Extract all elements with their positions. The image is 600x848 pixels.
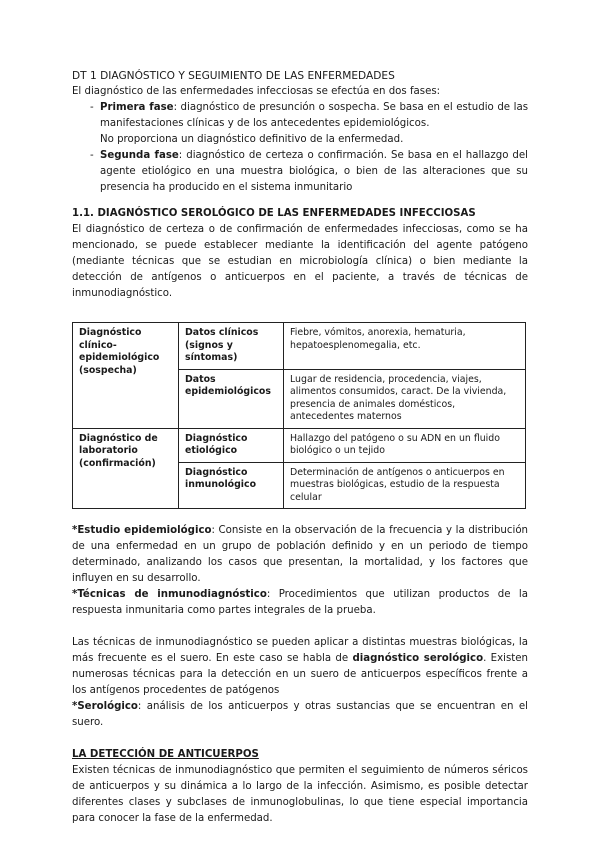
phase-extra: No proporciona un diagnóstico definitivo de la enfermedad. — [100, 134, 404, 145]
table-desc-cell: Lugar de residencia, procedencia, viajes, alimentos consumidos, caract. De la vivienda, presencia de animales domésticos, antecedentes maternos — [284, 369, 526, 428]
table-type-cell: Diagnóstico inmunológico — [179, 462, 284, 509]
section-heading-serologico: 1.1. DIAGNÓSTICO SEROLÓGICO DE LAS ENFERMEDADES INFECCIOSAS — [72, 208, 476, 219]
table-type-cell: Datos epidemiológicos — [179, 369, 284, 428]
table-row — [73, 428, 526, 462]
section-heading-anticuerpos: LA DETECCIÓN DE ANTICUERPOS — [72, 749, 259, 760]
section-text: Existen técnicas de inmunodiagnóstico que permiten el seguimiento de números séricos de anticuerpos y su dinámica a lo largo de la infección. Asimismo, es posible detectar diferentes clases y subclases de inmunoglobulinas, lo que tiene especial importancia para conocer la fase de la enfermedad. — [72, 765, 528, 824]
immunodiagnostic-paragraph: Las técnicas de inmunodiagnóstico se pueden aplicar a distintas muestras biológicas, la más frecuente es el suero. En este caso se habla de diagnóstico serológico. Existen numerosas técnicas para la detección en un suero de anticuerpos específicos frente a los antígenos procedentes de patógenos — [72, 637, 528, 696]
note-label: *Serológico — [72, 701, 138, 712]
note-text: : Consiste en la observación de la frecuencia y la distribución de una enfermedad en un grupo de población definido y en un periodo de tiempo determinado, analizando los casos que presentan, la mortalidad, y los factores que influyen en su desarrollo. — [72, 525, 529, 584]
table-desc-cell: Fiebre, vómitos, anorexia, hematuria, hepatoesplenomegalia, etc. — [284, 323, 526, 370]
serologico-note — [72, 699, 528, 731]
serologic-term: diagnóstico serológico — [352, 653, 484, 664]
table-type-cell: Diagnóstico etiológico — [179, 428, 284, 462]
table-desc-cell: Hallazgo del patógeno o su ADN en un fluido biológico o un tejido — [284, 428, 526, 462]
phase-item — [72, 148, 528, 196]
document-title: DT 1 DIAGNÓSTICO Y SEGUIMIENTO DE LAS ENFERMEDADES — [72, 70, 395, 82]
document-page — [72, 68, 528, 827]
note-paragraph — [72, 523, 528, 587]
section-text: El diagnóstico de certeza o de confirmación de enfermedades infecciosas, como se ha mencionado, se puede establecer mediante la identificación del agente patógeno (mediante técnicas que se estudian en microbiología clínica) o bien mediante la detección de antígenos o anticuerpos en el paciente, a través de técnicas de inmunodiagnóstico. — [72, 224, 528, 299]
table-row — [73, 323, 526, 370]
phase-label: Primera fase — [100, 102, 174, 113]
bullet-dash: - — [90, 102, 94, 113]
table-group-label: Diagnóstico clínico-epidemiológico (sospecha) — [73, 323, 179, 429]
note-text: : análisis de los anticuerpos y otras sustancias que se encuentran en el suero. — [72, 701, 528, 728]
phase-text: : diagnóstico de certeza o confirmación. Se basa en el hallazgo del agente etiológico en una muestra biológica, o bien de las alteraciones que su presencia ha producido en el sistema inmunitario — [100, 150, 528, 193]
phase-label: Segunda fase — [100, 150, 179, 161]
note-text: : Procedimientos que utilizan productos de la respuesta inmunitaria como partes integrales de la prueba. — [72, 589, 529, 616]
table-group-label: Diagnóstico de laboratorio (confirmación) — [73, 428, 179, 509]
intro-text: El diagnóstico de las enfermedades infecciosas se efectúa en dos fases: — [72, 86, 441, 97]
diagnosis-table — [72, 322, 526, 509]
note-label: *Técnicas de inmunodiagnóstico — [72, 589, 267, 600]
phase-item — [72, 100, 528, 132]
phase-text: : diagnóstico de presunción o sospecha. Se basa en el estudio de las manifestaciones clínicas y de los antecedentes epidemiológicos. — [100, 102, 529, 129]
bullet-dash: - — [90, 150, 94, 161]
table-desc-cell: Determinación de antígenos o anticuerpos en muestras biológicas, estudio de la respuesta celular — [284, 462, 526, 509]
note-paragraph — [72, 587, 528, 619]
note-label: *Estudio epidemiológico — [72, 525, 212, 536]
table-type-cell: Datos clínicos (signos y síntomas) — [179, 323, 284, 370]
